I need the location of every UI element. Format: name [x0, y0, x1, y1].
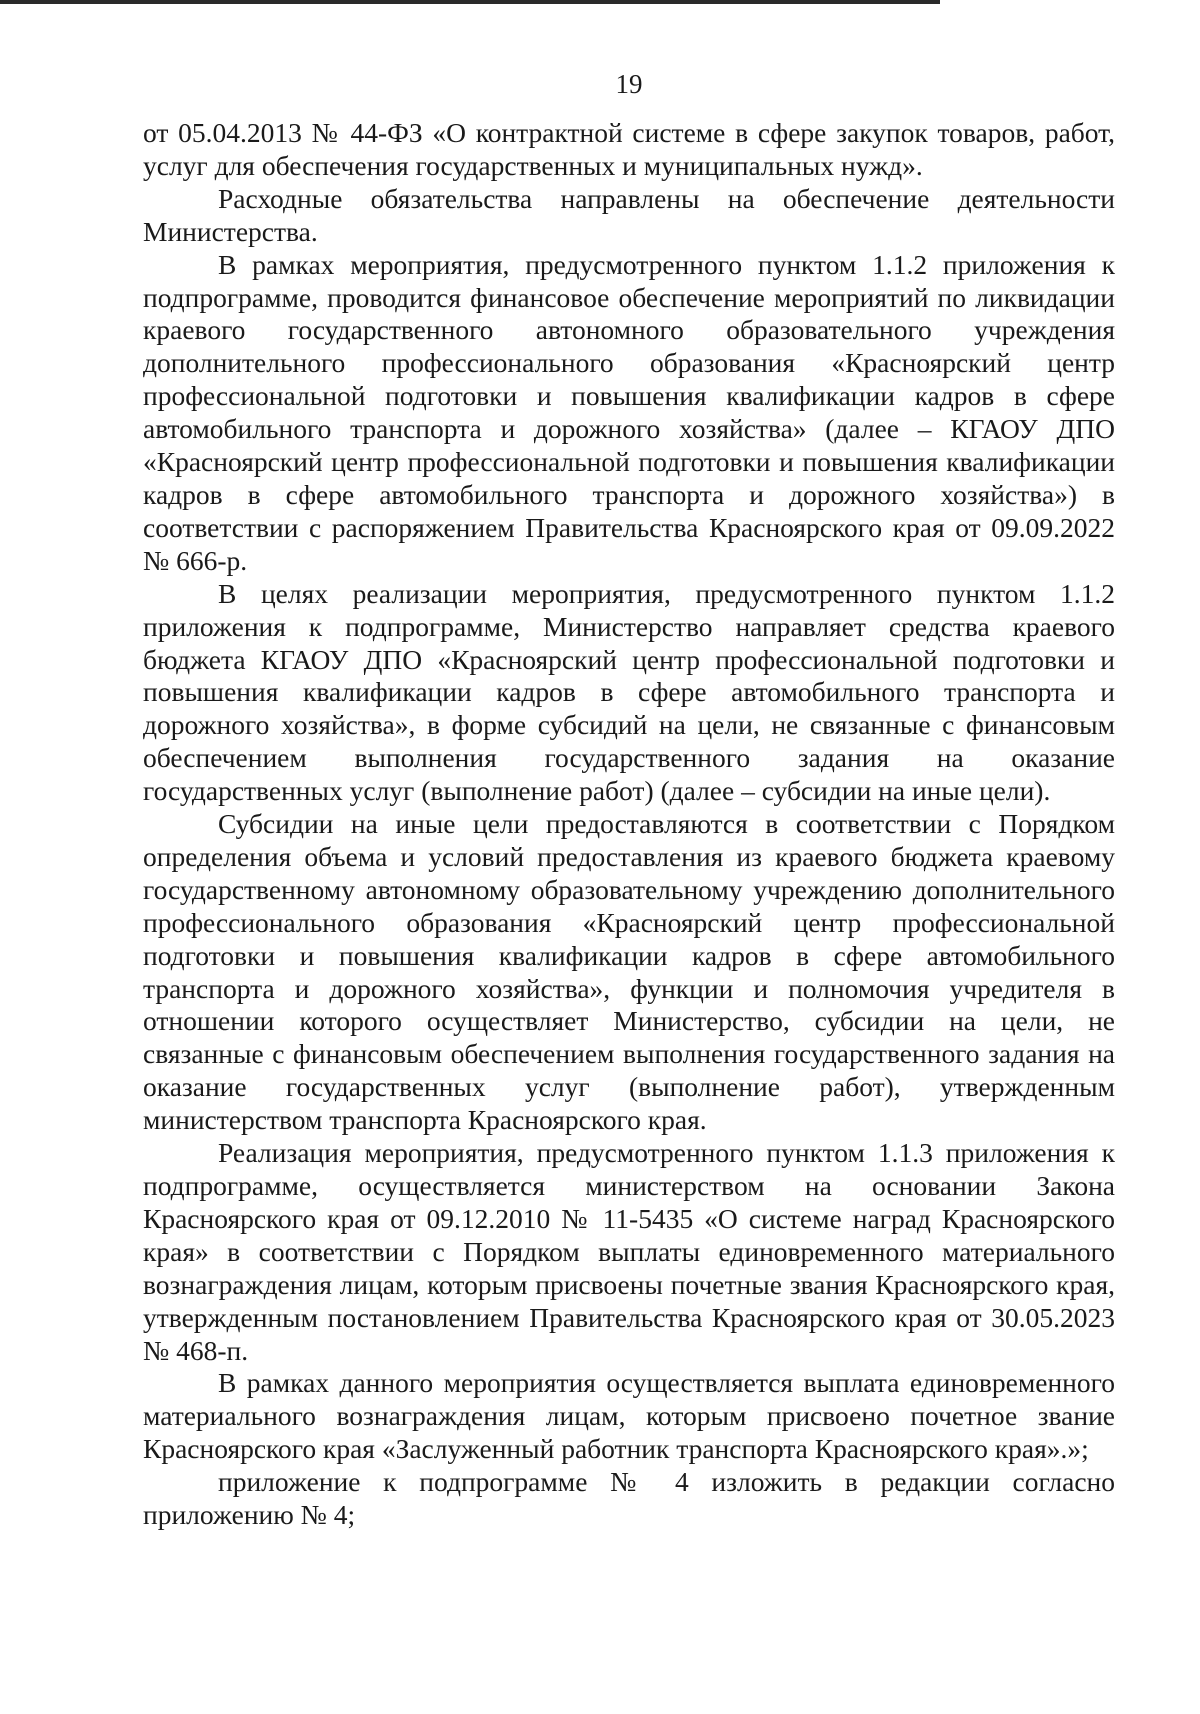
paragraph-measure-1-1-3: Реализация мероприятия, предусмотренного пунктом 1.1.3 приложения к подпрограмме, осуществляется министерством на основании Закона Красноярского края от 09.12.2010 № 11-5435 «О системе наград Красноярского края» в соответствии с Порядком выплаты единовременного материального вознаграждения лицам, которым присвоены почетные звания Красноярского края, утвержденным постановлением Правительства Красноярского края от 30.05.2023 № 468-п. [143, 1137, 1115, 1366]
top-edge-rule [0, 0, 940, 4]
paragraph-measure-1-1-2-liquidation: В рамках мероприятия, предусмотренного пунктом 1.1.2 приложения к подпрограмме, проводится финансовое обеспечение мероприятий по ликвидации краевого государственного автономного образовательного учреждения дополнительного профессионального образования «Красноярский центр профессиональной подготовки и повышения квалификации кадров в сфере автомобильного транспорта и дорожного хозяйства» (далее – КГАОУ ДПО «Красноярский центр профессиональной подготовки и повышения квалификации кадров в сфере автомобильного транспорта и дорожного хозяйства») в соответствии с распоряжением Правительства Красноярского края от 09.09.2022 № 666-р. [143, 248, 1115, 576]
paragraph-measure-1-1-2-subsidies: В целях реализации мероприятия, предусмотренного пунктом 1.1.2 приложения к подпрограмме, Министерство направляет средства краевого бюджета КГАОУ ДПО «Красноярский центр профессиональной подготовки и повышения квалификации кадров в сфере автомобильного транспорта и дорожного хозяйства», в форме субсидий на цели, не связанные с финансовым обеспечением выполнения государственного задания на оказание государственных услуг (выполнение работ) (далее – субсидии на иные цели). [143, 577, 1115, 807]
paragraph-appendix-4: приложение к подпрограмме № 4 изложить в редакции согласно приложению № 4; [143, 1466, 1115, 1531]
paragraph-subsidies-procedure: Субсидии на иные цели предоставляются в соответствии с Порядком определения объема и условий предоставления из краевого бюджета краевому государственному автономному образовательному учреждению дополнительного профессионального образования «Красноярский центр профессиональной подготовки и повышения квалификации кадров в сфере автомобильного транспорта и дорожного хозяйства», функции и полномочия учредителя в отношении которого осуществляет Министерство, субсидии на цели, не связанные с финансовым обеспечением выполнения государственного задания на оказание государственных услуг (выполнение работ), утвержденным министерством транспорта Красноярского края. [143, 808, 1115, 1136]
paragraph-expenditure-obligations: Расходные обязательства направлены на обеспечение деятельности Министерства. [143, 182, 1115, 247]
paragraph-continuation: от 05.04.2013 № 44-ФЗ «О контрактной системе в сфере закупок товаров, работ, услуг для обеспечения государственных и муниципальных нужд». [143, 117, 1115, 181]
page-number: 19 [615, 69, 643, 99]
document-body [143, 117, 1115, 1532]
paragraph-award-payment: В рамках данного мероприятия осуществляется выплата единовременного материального вознаграждения лицам, которым присвоено почетное звание Красноярского края «Заслуженный работник транспорта Красноярского края».»; [143, 1367, 1115, 1465]
